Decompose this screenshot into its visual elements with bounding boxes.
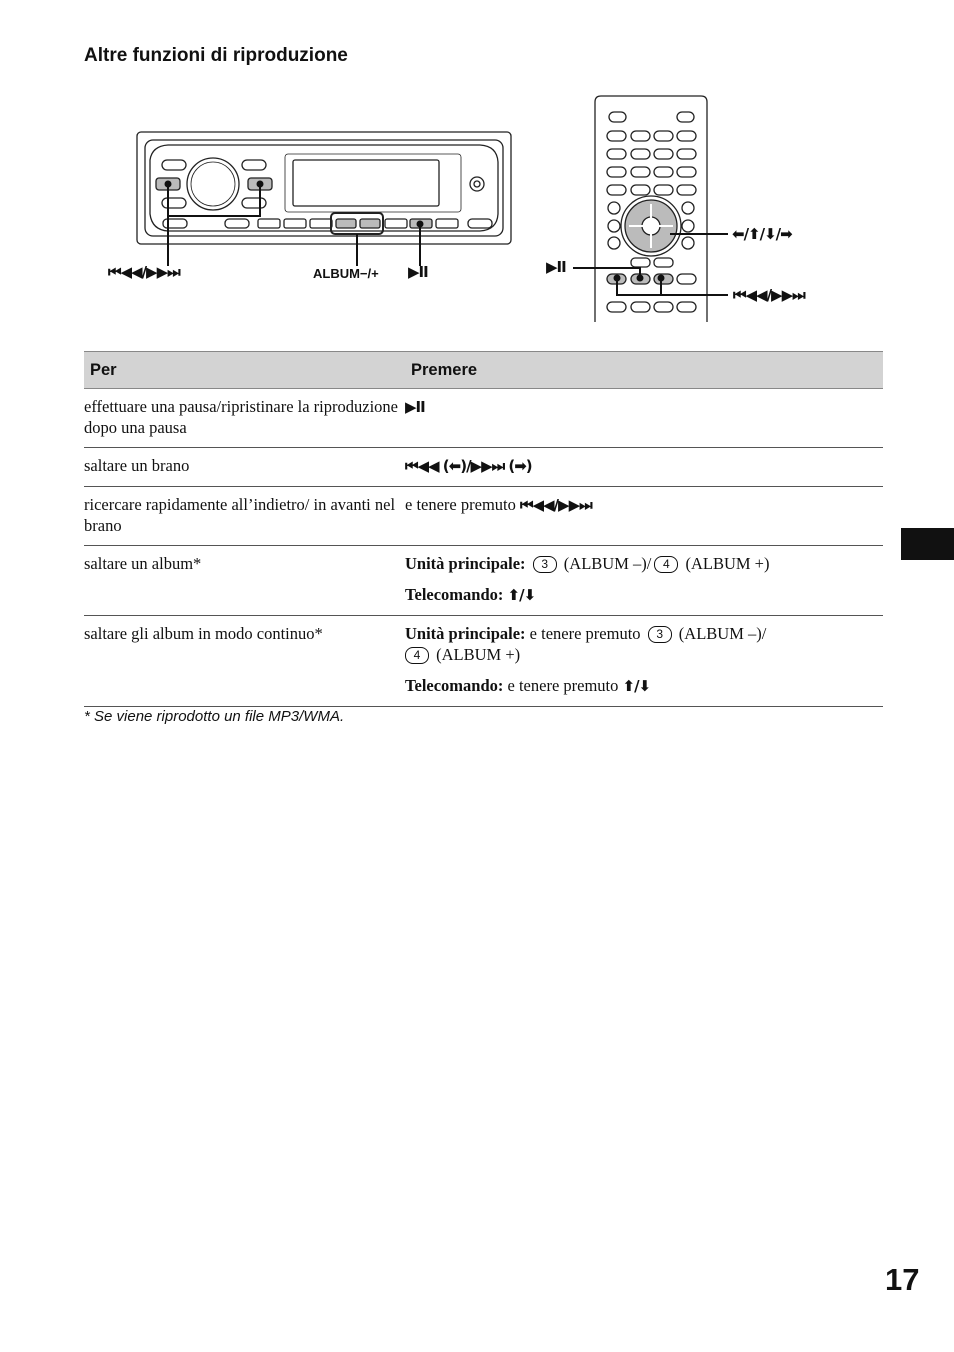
up-down-arrows-icon: ⬆/⬇: [622, 677, 651, 695]
device-diagram: [0, 0, 954, 340]
action-cell: ricercare rapidamente all’indietro/ in avanti nel brano: [84, 487, 405, 546]
unit-label: Unità principale:: [405, 554, 526, 573]
unit-label: Unità principale:: [405, 624, 526, 643]
action-cell: saltare un album*: [84, 546, 405, 616]
footnote: * Se viene riprodotto un file MP3/WMA.: [84, 708, 345, 725]
remote-illustration: [595, 96, 707, 322]
play-pause-symbol: ▶II: [405, 398, 425, 416]
column-header-per: Per: [84, 352, 405, 389]
page-number: 17: [885, 1262, 920, 1297]
table-row: [84, 616, 883, 707]
seek-symbol: ⏮◀◀ (⬅)/▶▶⏭ (➡): [405, 457, 532, 475]
section-tab-marker: [901, 528, 954, 560]
remote-label: Telecomando:: [405, 676, 504, 695]
table-row: [84, 389, 883, 448]
table-row: [84, 546, 883, 616]
remote-label: Telecomando:: [405, 585, 504, 604]
seek-label-unit: ⏮◀◀/▶▶⏭: [108, 263, 180, 281]
album-plus-text: (ALBUM +): [685, 554, 770, 573]
table-header-row: [84, 352, 883, 389]
action-cell: saltare un brano: [84, 448, 405, 487]
functions-table: [84, 351, 883, 707]
key-4: 4: [405, 647, 429, 664]
press-text: e tenere premuto: [405, 495, 516, 514]
action-cell: effettuare una pausa/ripristinare la riproduzione dopo una pausa: [84, 389, 405, 448]
album-label: ALBUM−/+: [313, 266, 379, 281]
album-plus-text: (ALBUM +): [436, 645, 521, 664]
seek-symbol: ⏮◀◀/▶▶⏭: [519, 496, 592, 514]
key-3: 3: [648, 626, 672, 643]
remote-text: e tenere premuto: [507, 676, 619, 695]
key-3: 3: [533, 556, 557, 573]
section-title: Altre funzioni di riproduzione: [84, 45, 348, 66]
up-down-arrows-icon: ⬆/⬇: [507, 586, 536, 604]
arrows-label: ⬅/⬆/⬇/➡: [732, 225, 792, 243]
seek-label-remote: ⏮◀◀/▶▶⏭: [733, 286, 805, 304]
play-pause-label-unit: ▶II: [408, 263, 428, 281]
album-minus-text: (ALBUM –)/: [563, 554, 652, 573]
unit-text: e tenere premuto: [529, 624, 641, 643]
key-4: 4: [654, 556, 678, 573]
play-pause-label-remote: ▶II: [546, 258, 566, 276]
album-minus-text: (ALBUM –)/: [678, 624, 767, 643]
table-row: [84, 448, 883, 487]
action-cell: saltare gli album in modo continuo*: [84, 616, 405, 707]
column-header-premere: Premere: [405, 352, 883, 389]
head-unit-illustration: [137, 132, 511, 244]
table-row: [84, 487, 883, 546]
